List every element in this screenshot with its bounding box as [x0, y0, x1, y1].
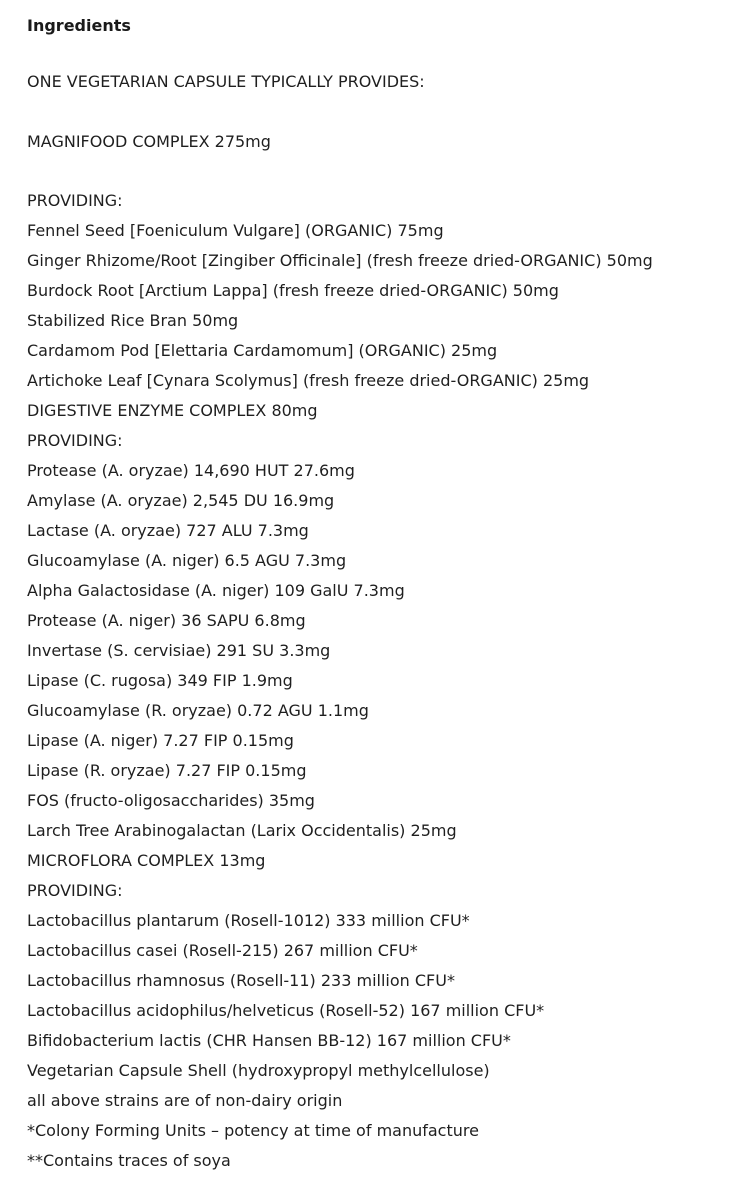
ingredient-line: Bifidobacterium lactis (CHR Hansen BB-12) 167 million CFU*: [27, 1031, 511, 1050]
ingredient-line: PROVIDING:: [27, 191, 123, 210]
ingredient-list: [27, 189, 653, 1179]
ingredient-line: Burdock Root [Arctium Lappa] (fresh freeze dried-ORGANIC) 50mg: [27, 281, 559, 300]
ingredient-line: Lipase (C. rugosa) 349 FIP 1.9mg: [27, 671, 293, 690]
ingredient-line: Lactobacillus acidophilus/helveticus (Rosell-52) 167 million CFU*: [27, 1001, 545, 1020]
ingredient-line: PROVIDING:: [27, 881, 123, 900]
ingredients-heading: Ingredients: [27, 16, 131, 35]
ingredient-line: Alpha Galactosidase (A. niger) 109 GalU 7.3mg: [27, 581, 405, 600]
ingredient-line: Glucoamylase (A. niger) 6.5 AGU 7.3mg: [27, 551, 347, 570]
ingredient-line: Protease (A. niger) 36 SAPU 6.8mg: [27, 611, 306, 630]
ingredient-line: Amylase (A. oryzae) 2,545 DU 16.9mg: [27, 491, 335, 510]
ingredient-line: *Colony Forming Units – potency at time of manufacture: [27, 1121, 479, 1140]
ingredient-line: Protease (A. oryzae) 14,690 HUT 27.6mg: [27, 461, 355, 480]
ingredient-line: DIGESTIVE ENZYME COMPLEX 80mg: [27, 401, 318, 420]
ingredient-line: Larch Tree Arabinogalactan (Larix Occidentalis) 25mg: [27, 821, 457, 840]
ingredient-line: Stabilized Rice Bran 50mg: [27, 311, 239, 330]
ingredient-line: Vegetarian Capsule Shell (hydroxypropyl methylcellulose): [27, 1061, 490, 1080]
ingredient-line: Invertase (S. cervisiae) 291 SU 3.3mg: [27, 641, 331, 660]
ingredient-line: Ginger Rhizome/Root [Zingiber Officinale] (fresh freeze dried-ORGANIC) 50mg: [27, 251, 653, 270]
ingredient-line: Lipase (R. oryzae) 7.27 FIP 0.15mg: [27, 761, 307, 780]
ingredient-line: Fennel Seed [Foeniculum Vulgare] (ORGANIC) 75mg: [27, 221, 444, 240]
ingredient-line: Cardamom Pod [Elettaria Cardamomum] (ORGANIC) 25mg: [27, 341, 498, 360]
ingredient-line: Lipase (A. niger) 7.27 FIP 0.15mg: [27, 731, 294, 750]
ingredient-line: MICROFLORA COMPLEX 13mg: [27, 851, 266, 870]
capsule-intro-text: ONE VEGETARIAN CAPSULE TYPICALLY PROVIDES:: [27, 72, 425, 91]
ingredient-line: all above strains are of non-dairy origin: [27, 1091, 343, 1110]
ingredient-line: Glucoamylase (R. oryzae) 0.72 AGU 1.1mg: [27, 701, 369, 720]
ingredient-line: Lactase (A. oryzae) 727 ALU 7.3mg: [27, 521, 309, 540]
ingredient-line: PROVIDING:: [27, 431, 123, 450]
ingredient-line: Lactobacillus casei (Rosell-215) 267 million CFU*: [27, 941, 418, 960]
ingredient-line: Lactobacillus rhamnosus (Rosell-11) 233 million CFU*: [27, 971, 455, 990]
ingredient-line: FOS (fructo-oligosaccharides) 35mg: [27, 791, 315, 810]
ingredient-line: Lactobacillus plantarum (Rosell-1012) 333 million CFU*: [27, 911, 470, 930]
magnifood-complex-text: MAGNIFOOD COMPLEX 275mg: [27, 132, 271, 151]
ingredient-line: Artichoke Leaf [Cynara Scolymus] (fresh freeze dried-ORGANIC) 25mg: [27, 371, 590, 390]
ingredient-line: **Contains traces of soya: [27, 1151, 231, 1170]
